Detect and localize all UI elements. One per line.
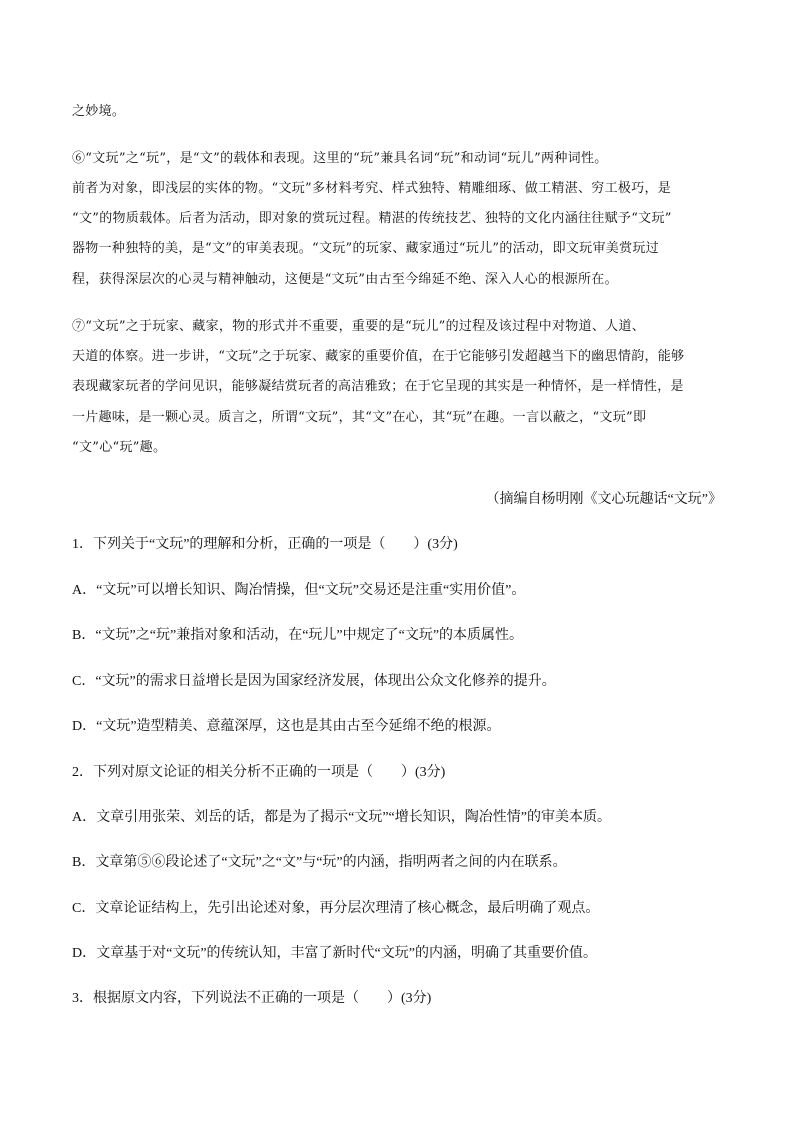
question-1-option-d: D．“文玩”造型精美、意蕴深厚，这也是其由古至今延绵不绝的根源。: [72, 719, 501, 734]
passage-paragraph-7-line: ⑦“文玩”之于玩家、藏家，物的形式并不重要，重要的是“玩儿”的过程及该过程中对物道、人道、: [72, 319, 646, 334]
question-2-option-a: A．文章引用张荣、刘岳的话，都是为了揭示“文玩”“增长知识，陶冶性情”的审美本质。: [72, 810, 611, 825]
passage-line: 程，获得深层次的心灵与精神触动，这便是“文玩”由古至今绵延不绝、深入人心的根源所在。: [72, 272, 618, 287]
passage-line: “文”心“玩”趣。: [72, 440, 167, 455]
question-1-option-c: C．“文玩”的需求日益增长是因为国家经济发展，体现出公众文化修养的提升。: [72, 674, 556, 689]
passage-line: “文”的物质载体。后者为活动，即对象的赏玩过程。精湛的传统技艺、独特的文化内涵往往赋予“文玩”: [72, 211, 672, 226]
passage-paragraph-6-line: ⑥“文玩”之“玩”，是“文”的载体和表现。这里的“玩”兼具名词“玩”和动词“玩儿”两种词性。: [72, 151, 608, 166]
question-2-stem: 2．下列对原文论证的相关分析不正确的一项是（ ）(3分): [72, 765, 446, 780]
passage-line: 器物一种独特的美，是“文”的审美表现。“文玩”的玩家、藏家通过“玩儿”的活动，即文玩审美赏玩过: [72, 241, 659, 256]
question-2-option-d: D．文章基于对“文玩”的传统认知，丰富了新时代“文玩”的内涵，明确了其重要价值。: [72, 946, 597, 961]
question-2-option-c: C．文章论证结构上，先引出论述对象，再分层次理清了核心概念，最后明确了观点。: [72, 901, 600, 916]
passage-line: 前者为对象，即浅层的实体的物。“文玩”多材料考究、样式独特、精雕细琢、做工精湛、穷工极巧，是: [72, 181, 672, 196]
question-1-option-b: B．“文玩”之“玩”兼指对象和活动，在“玩儿”中规定了“文玩”的本质属性。: [72, 628, 524, 643]
passage-line: 表现藏家玩者的学问见识，能够凝结赏玩者的高洁雅致；在于它呈现的其实是一种情怀，是一样情性，是: [72, 379, 684, 394]
source-citation: （摘编自杨明刚《文心玩趣话“文玩”》: [485, 492, 722, 507]
question-1-option-a: A．“文玩”可以增长知识、陶冶情操，但“文玩”交易还是注重“实用价值”。: [72, 583, 526, 598]
passage-line: 一片趣味，是一颗心灵。质言之，所谓“文玩”，其“文”在心，其“玩”在趣。一言以蔽之，“文玩”即: [72, 410, 647, 425]
question-2-option-b: B．文章第⑤⑥段论述了“文玩”之“文”与“玩”的内涵，指明两者之间的内在联系。: [72, 855, 567, 870]
question-3-stem: 3．根据原文内容，下列说法不正确的一项是（ ）(3分): [72, 991, 432, 1006]
passage-line: 天道的体察。进一步讲，“文玩”之于玩家、藏家的重要价值，在于它能够引发超越当下的幽思情韵，能够: [72, 349, 685, 364]
passage-line: 之妙境。: [72, 104, 126, 119]
question-1-stem: 1．下列关于“文玩”的理解和分析，正确的一项是（ ）(3分): [72, 537, 458, 552]
